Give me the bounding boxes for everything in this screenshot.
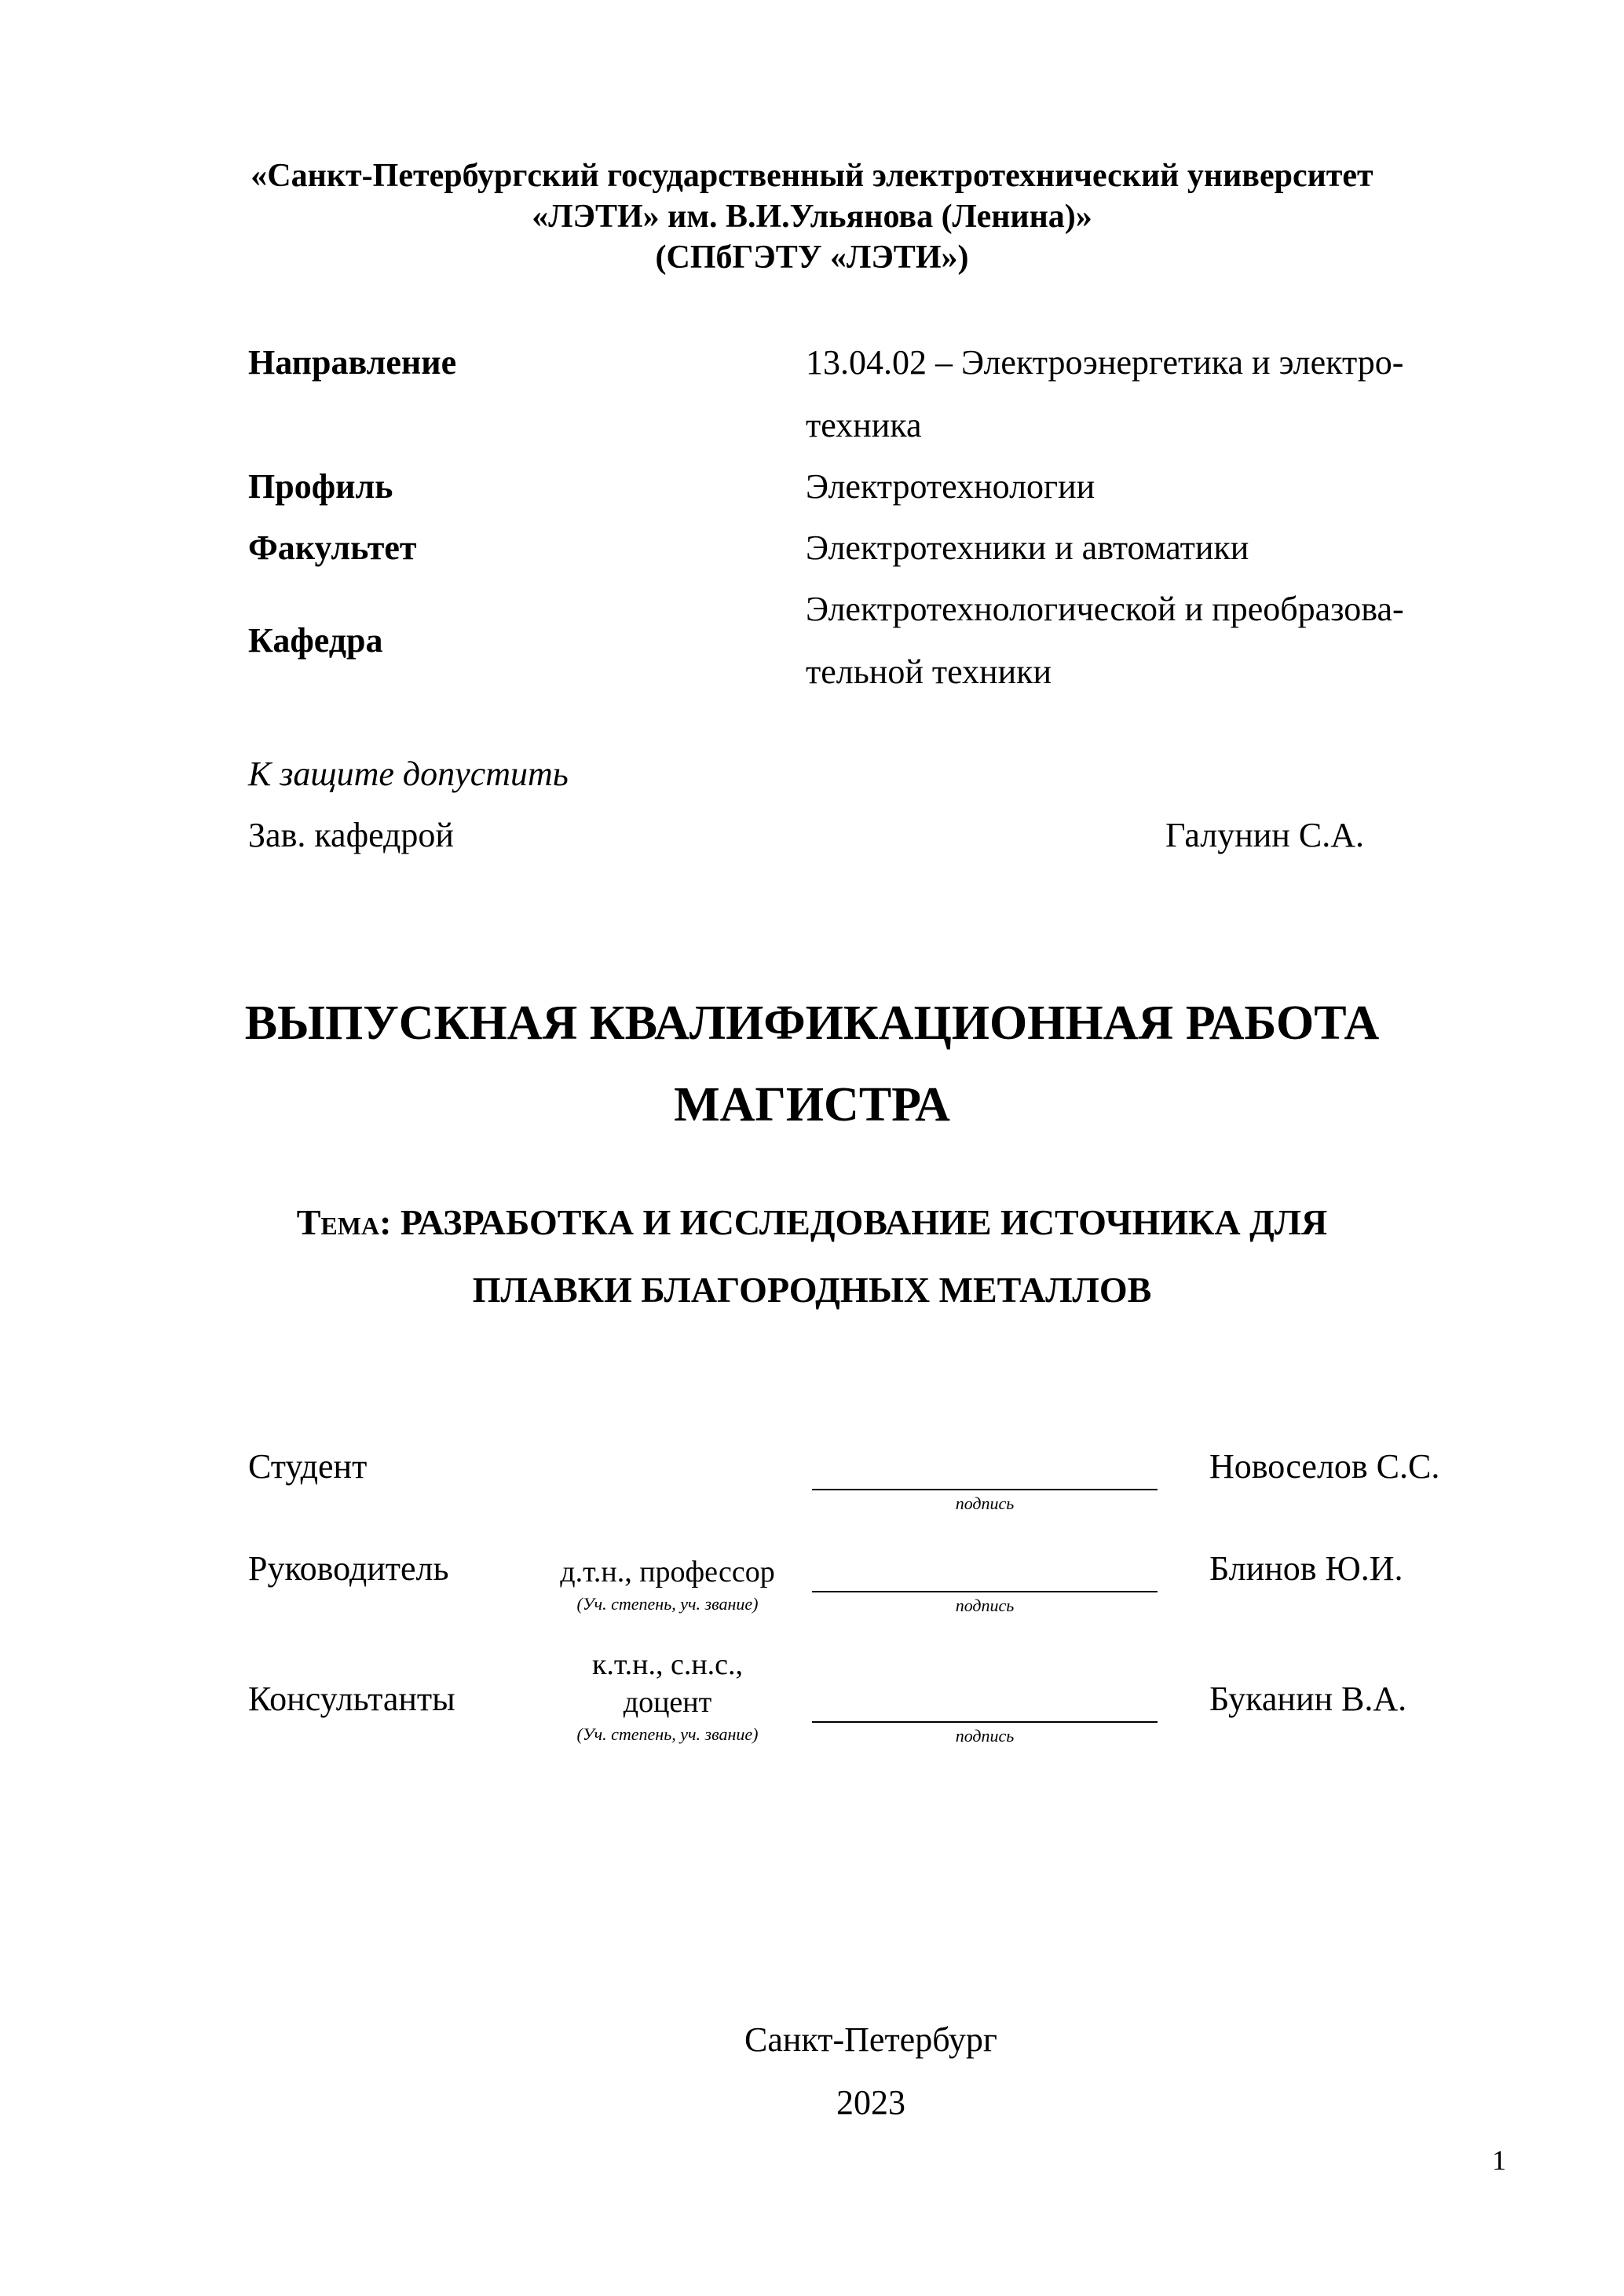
topic-text-line1: РАЗРАБОТКА И ИССЛЕДОВАНИЕ ИСТОЧНИКА ДЛЯ	[400, 1202, 1328, 1242]
supervisor-name: Блинов Ю.И.	[1209, 1549, 1403, 1588]
year: 2023	[836, 2083, 905, 2122]
university-abbreviation: (СПбГЭТУ «ЛЭТИ»)	[655, 239, 969, 276]
admission-text: К защите допустить	[248, 755, 569, 793]
supervisor-signature-line	[812, 1591, 1158, 1592]
department-head-name: Галунин С.А.	[1165, 816, 1364, 854]
profile-value: Электротехнологии	[806, 467, 1095, 506]
topic-prefix: Тема:	[296, 1202, 392, 1242]
direction-value-line1: 13.04.02 – Электроэнергетика и электро-	[806, 343, 1404, 382]
department-value-line1: Электротехнологической и преобразова-	[806, 590, 1404, 628]
supervisor-degree-hint: (Уч. степень, уч. звание)	[576, 1594, 759, 1614]
consultant-degree-hint: (Уч. степень, уч. звание)	[576, 1724, 759, 1744]
direction-label: Направление	[248, 343, 457, 382]
city: Санкт-Петербург	[744, 2020, 997, 2059]
faculty-label: Факультет	[248, 528, 417, 567]
page-number: 1	[1492, 2144, 1506, 2176]
department-head-label: Зав. кафедрой	[248, 816, 454, 854]
profile-label: Профиль	[248, 467, 393, 506]
supervisor-label: Руководитель	[248, 1549, 449, 1588]
consultant-degree-line1: к.т.н., с.н.с.,	[591, 1648, 744, 1681]
consultant-signature-hint: подпись	[955, 1726, 1015, 1746]
university-name-line1: «Санкт-Петербургский государственный электротехнический университет	[251, 158, 1373, 194]
student-label: Студент	[248, 1447, 368, 1486]
supervisor-degree: д.т.н., профессор	[560, 1556, 775, 1589]
supervisor-signature-hint: подпись	[955, 1596, 1015, 1615]
student-signature-line	[812, 1489, 1158, 1490]
consultants-label: Консультанты	[248, 1680, 455, 1718]
student-name: Новоселов С.С.	[1209, 1447, 1440, 1486]
document-title-line2: МАГИСТРА	[674, 1078, 950, 1132]
document-title-line1: ВЫПУСКНАЯ КВАЛИФИКАЦИОННАЯ РАБОТА	[244, 996, 1380, 1050]
topic-text-line2: ПЛАВКИ БЛАГОРОДНЫХ МЕТАЛЛОВ	[472, 1270, 1152, 1310]
consultant-name: Буканин В.А.	[1209, 1680, 1407, 1718]
department-value-line2: тельной техники	[806, 653, 1052, 691]
direction-value-line2: техника	[806, 406, 922, 444]
faculty-value: Электротехники и автоматики	[806, 528, 1249, 567]
student-signature-hint: подпись	[955, 1493, 1015, 1513]
university-name-line2: «ЛЭТИ» им. В.И.Ульянова (Ленина)»	[532, 199, 1092, 235]
topic-line1	[0, 1201, 1624, 1243]
department-label: Кафедра	[248, 621, 383, 660]
consultant-degree-line2: доцент	[623, 1686, 712, 1719]
consultant-signature-line	[812, 1721, 1158, 1723]
